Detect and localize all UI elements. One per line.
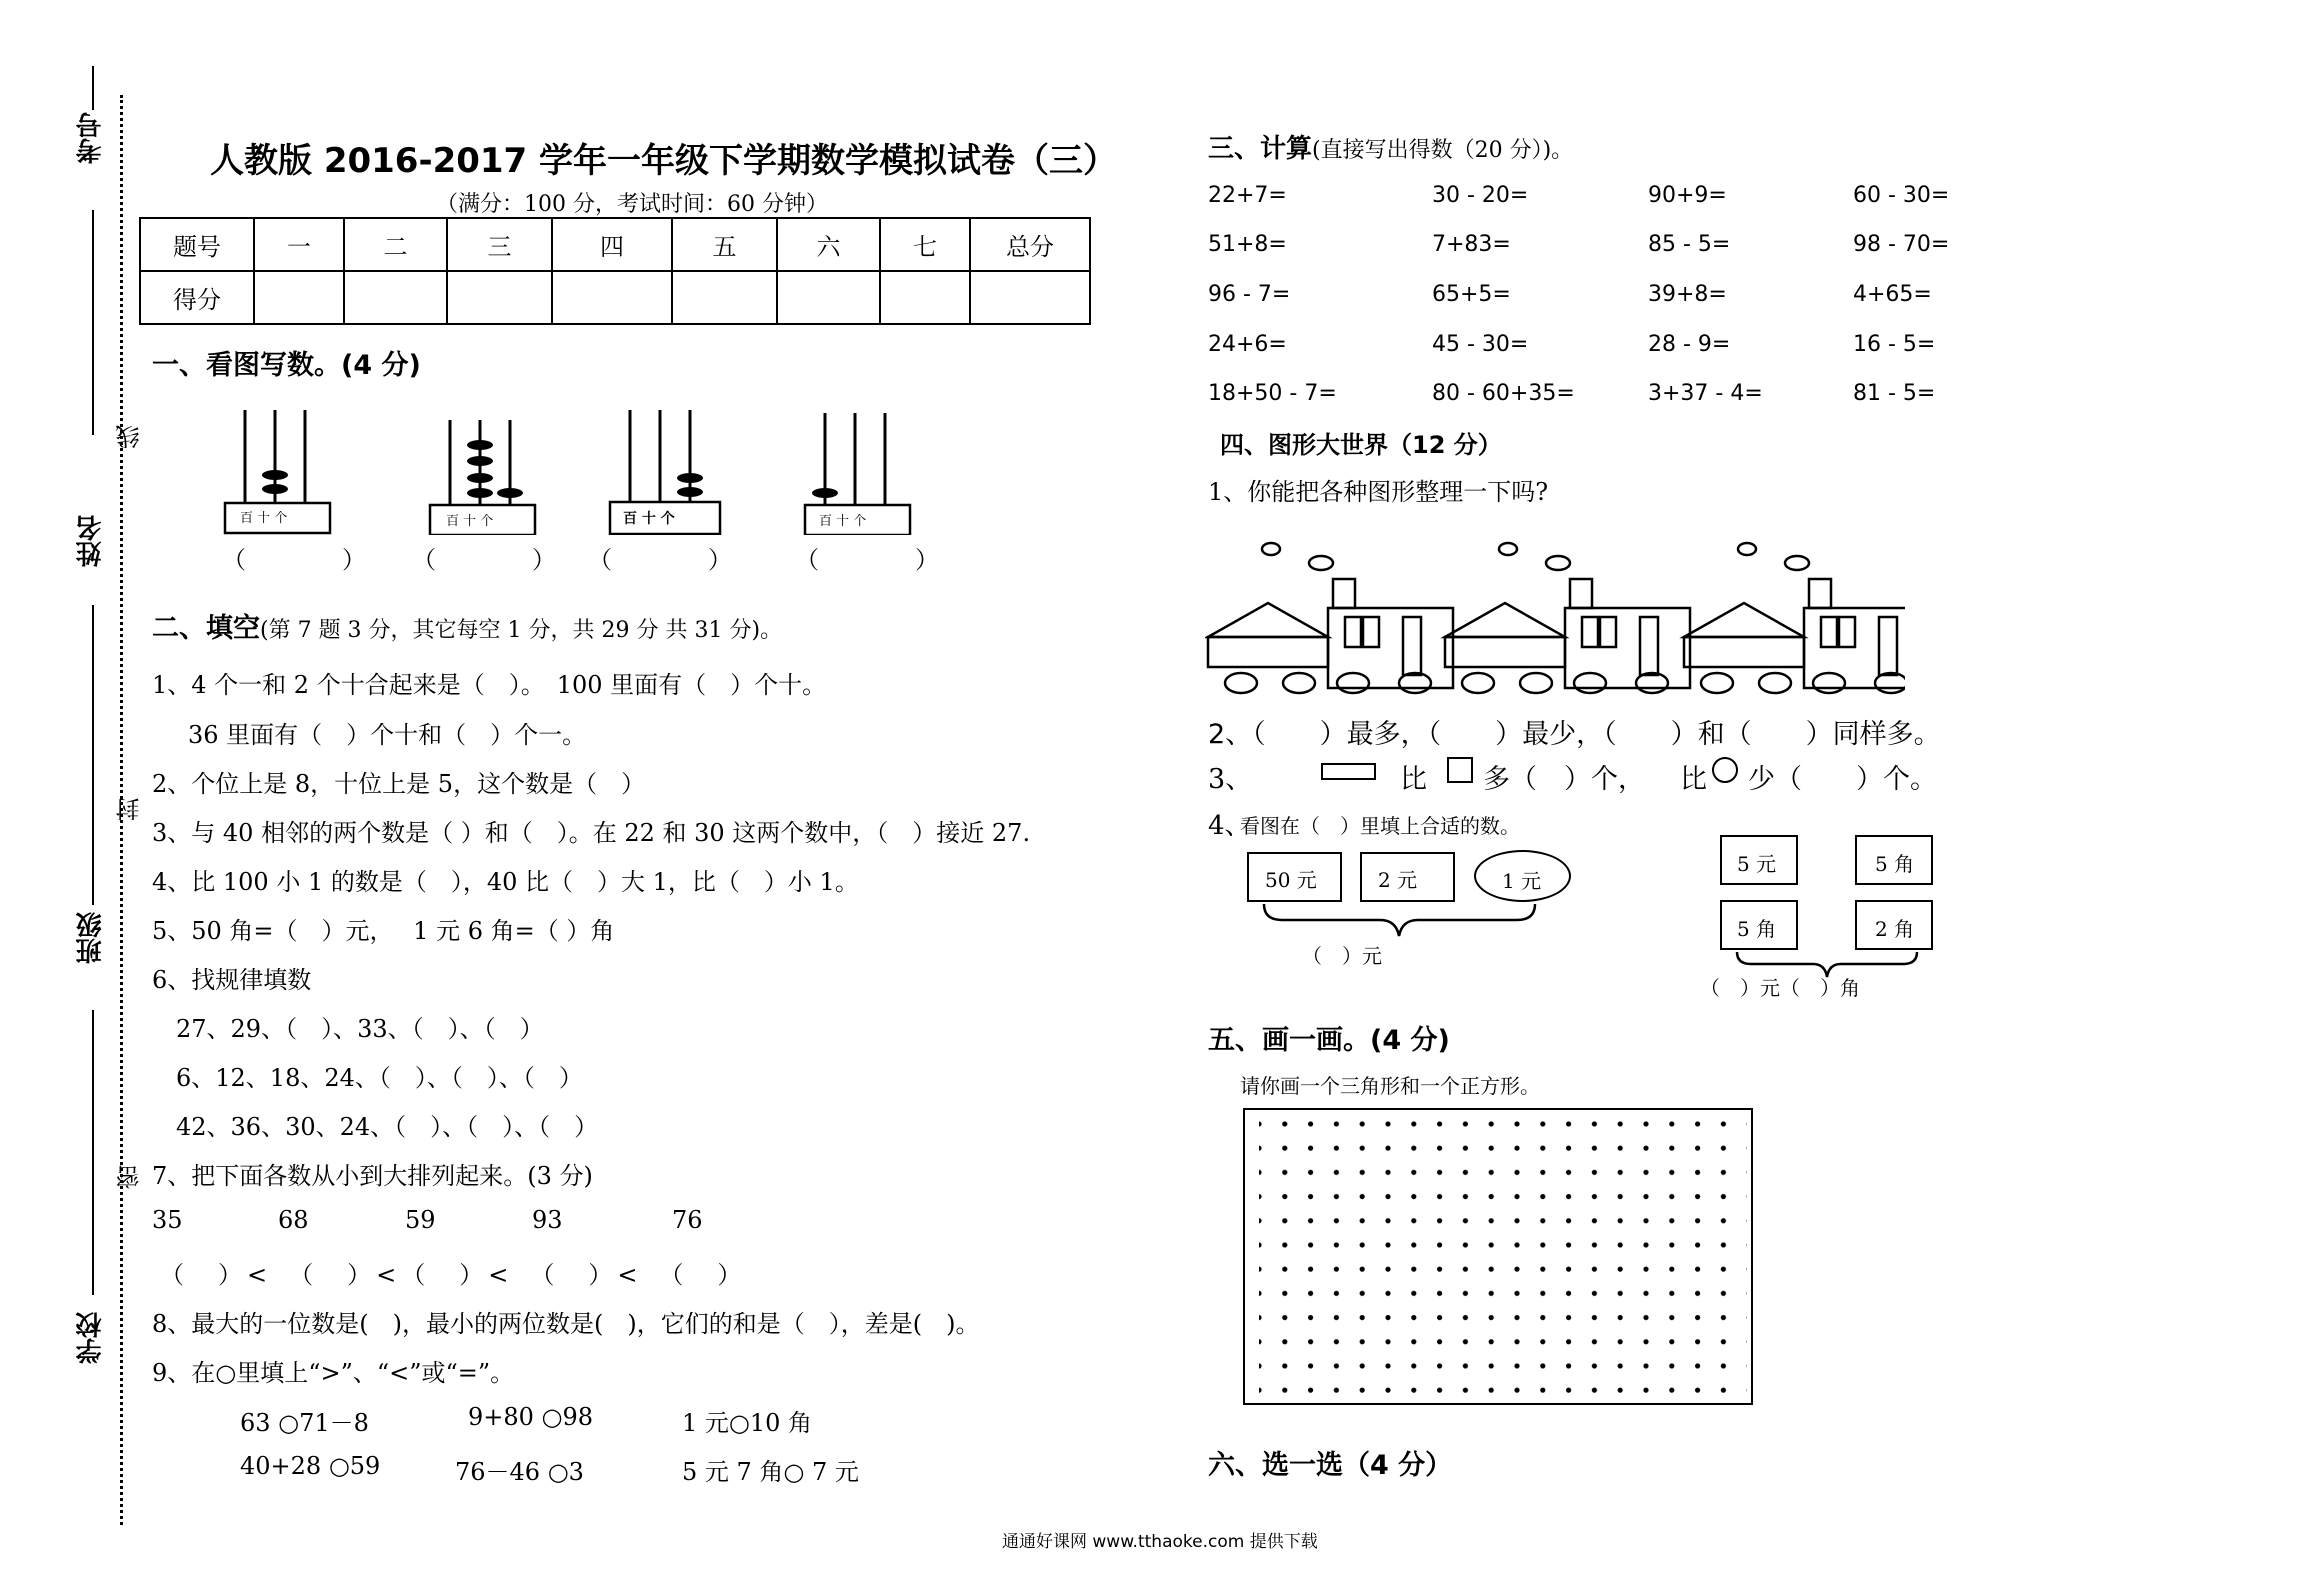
money-value: 5 角	[1875, 852, 1915, 876]
question-2-5: 5、50 角=（ ）元， 1 元 6 角=（ ）角	[152, 917, 615, 945]
binding-rule	[92, 210, 94, 435]
compare-item[interactable]: 40+28 ○59	[240, 1452, 381, 1480]
calc-problem[interactable]: 60 - 30=	[1853, 183, 1950, 208]
calc-problem[interactable]: 3+37 - 4=	[1648, 381, 1763, 406]
question-4-3-text: 比	[1400, 764, 1427, 795]
binding-rule	[92, 1010, 94, 1295]
abacus-place-label: 百 十 个	[446, 514, 494, 529]
answer-blank[interactable]: （ ）	[222, 546, 366, 574]
binding-seal-label: 封	[116, 797, 144, 821]
calc-problem[interactable]: 80 - 60+35=	[1432, 381, 1575, 406]
question-4-3-text: 少（ ）个。	[1748, 764, 1937, 795]
sort-number: 59	[405, 1206, 436, 1234]
money-value: 1 元	[1502, 869, 1542, 893]
calc-problem[interactable]: 98 - 70=	[1853, 232, 1950, 257]
question-2-9: 9、在○里填上“>”、“<”或“=”。	[152, 1359, 515, 1387]
question-4-1: 1、你能把各种图形整理一下吗?	[1208, 478, 1549, 506]
train-figure	[1208, 543, 1453, 693]
binding-rule	[92, 66, 94, 110]
score-cell[interactable]	[880, 271, 970, 324]
school-label: 学校	[76, 1312, 106, 1364]
sort-number: 93	[532, 1206, 563, 1234]
question-4-3-prefix: 3、	[1208, 764, 1253, 795]
calc-problem[interactable]: 45 - 30=	[1432, 332, 1529, 357]
calc-problem[interactable]: 65+5=	[1432, 282, 1511, 307]
score-table-header: 三	[447, 218, 552, 271]
score-table-header: 题号	[140, 218, 254, 271]
calc-problem[interactable]: 22+7=	[1208, 183, 1287, 208]
money-value: 2 角	[1875, 917, 1915, 941]
binding-secret-label: 密	[116, 1165, 144, 1189]
calc-problem[interactable]: 24+6=	[1208, 332, 1287, 357]
question-2-4: 4、比 100 小 1 的数是（ ），40 比（ ）大 1，比（ ）小 1。	[152, 868, 859, 896]
section1-title: 一、看图写数。(4 分)	[152, 350, 421, 381]
money-value: 50 元	[1265, 868, 1317, 892]
question-2-6c: 42、36、30、24、（ ）、（ ）、（ ）	[176, 1113, 599, 1141]
train-figures	[1205, 535, 1905, 695]
section4-title: 四、图形大世界（12 分）	[1220, 431, 1502, 459]
question-4-4-number: 4、	[1208, 811, 1251, 841]
score-cell[interactable]	[970, 271, 1090, 324]
page-title: 人教版 2016-2017 学年一年级下学期数学模拟试卷（三）	[210, 141, 1118, 181]
question-2-3: 3、与 40 相邻的两个数是（ ）和（ ）。在 22 和 30 这两个数中，（ ）接近 27.	[152, 819, 1031, 847]
name-label: 姓名	[76, 515, 106, 567]
score-table-header: 总分	[970, 218, 1090, 271]
page-subtitle: （满分：100 分，考试时间：60 分钟）	[436, 192, 828, 217]
section2-title-text: 二、填空	[152, 613, 260, 644]
calc-problem[interactable]: 51+8=	[1208, 232, 1287, 257]
binding-rule	[92, 605, 94, 905]
calc-problem[interactable]: 90+9=	[1648, 183, 1727, 208]
question-5: 请你画一个三角形和一个正方形。	[1240, 1074, 1540, 1098]
calc-problem[interactable]: 7+83=	[1432, 232, 1511, 257]
sort-number: 68	[278, 1206, 309, 1234]
score-table-header: 二	[344, 218, 447, 271]
score-cell[interactable]	[777, 271, 880, 324]
calc-problem[interactable]: 4+65=	[1853, 282, 1932, 307]
circle-shape-icon	[1712, 757, 1738, 783]
score-cell[interactable]	[552, 271, 672, 324]
money-answer-blank[interactable]: （ ）元	[1302, 944, 1382, 968]
dot-grid-drawing-area[interactable]	[1243, 1108, 1753, 1405]
question-2-1b: 36 里面有（ ）个十和（ ）个一。	[188, 721, 587, 749]
question-2-8: 8、最大的一位数是( )，最小的两位数是( )，它们的和是（ ），差是( )。	[152, 1310, 980, 1338]
abacus-place-label: 百 十 个	[623, 511, 675, 527]
calc-problem[interactable]: 85 - 5=	[1648, 232, 1731, 257]
score-row-label: 得分	[140, 271, 254, 324]
rectangle-shape-icon	[1321, 763, 1376, 780]
compare-item[interactable]: 9+80 ○98	[468, 1403, 594, 1431]
calc-problem[interactable]: 16 - 5=	[1853, 332, 1936, 357]
answer-blank[interactable]: （ ）	[412, 546, 556, 574]
sort-number: 35	[152, 1206, 183, 1234]
section2-title	[152, 606, 782, 645]
score-table-header: 五	[672, 218, 777, 271]
footer-text: 通通好课网 www.tthaoke.com 提供下载	[1002, 1532, 1318, 1552]
calc-problem[interactable]: 81 - 5=	[1853, 381, 1936, 406]
brace	[1262, 902, 1537, 942]
question-4-3-text: 多（ ）个，	[1483, 764, 1645, 795]
calc-problem[interactable]: 28 - 9=	[1648, 332, 1731, 357]
section5-title: 五、画一画。(4 分)	[1208, 1025, 1450, 1056]
section6-title: 六、选一选（4 分）	[1208, 1450, 1453, 1481]
calc-problem[interactable]: 30 - 20=	[1432, 183, 1529, 208]
money-answer-blank[interactable]: （ ）元（ ）角	[1700, 976, 1860, 1000]
score-cell[interactable]	[672, 271, 777, 324]
score-table-header: 四	[552, 218, 672, 271]
question-2-6: 6、找规律填数	[152, 966, 312, 994]
question-2-6b: 6、12、18、24、（ ）、（ ）、（ ）	[176, 1064, 583, 1092]
compare-item[interactable]: 63 ○71－8	[240, 1409, 369, 1437]
score-cell[interactable]	[447, 271, 552, 324]
square-shape-icon	[1447, 757, 1473, 783]
question-4-2: 2、（ ）最多，（ ）最少，（ ）和（ ）同样多。	[1208, 719, 1941, 750]
score-table-header: 七	[880, 218, 970, 271]
compare-item[interactable]: 1 元○10 角	[682, 1409, 813, 1437]
answer-blank[interactable]: （ ）	[795, 546, 939, 574]
section2-note: (第 7 题 3 分，其它每空 1 分，共 29 分 共 31 分)。	[260, 618, 783, 643]
class-label: 班级	[76, 912, 106, 964]
abacus-place-label: 百 十 个	[819, 514, 867, 529]
question-2-2: 2、个位上是 8，十位上是 5，这个数是（ ）	[152, 770, 646, 798]
score-table-header: 六	[777, 218, 880, 271]
sort-order-blanks[interactable]: （ ）< （ ）<（ ）< （ ）< （ ）	[160, 1261, 747, 1289]
score-cell[interactable]	[344, 271, 447, 324]
sort-number: 76	[672, 1206, 703, 1234]
money-value: 2 元	[1378, 868, 1418, 892]
section3-note: (直接写出得数（20 分）)。	[1312, 138, 1574, 163]
score-cell[interactable]	[254, 271, 344, 324]
score-table-header: 一	[254, 218, 344, 271]
section3-title	[1208, 128, 1573, 165]
answer-blank[interactable]: （ ）	[588, 546, 732, 574]
question-2-6a: 27、29、（ ）、33、（ ）、（ ）	[176, 1015, 544, 1043]
score-table	[139, 217, 1091, 325]
money-value: 5 元	[1737, 852, 1777, 876]
question-4-3-text: 比	[1680, 764, 1707, 795]
section3-title-text: 三、计算	[1208, 134, 1313, 164]
dot-grid	[1245, 1110, 1751, 1403]
exam-number-label: 考号	[76, 112, 106, 164]
binding-dotted-line	[120, 95, 123, 1525]
compare-item[interactable]: 76－46 ○3	[455, 1458, 584, 1486]
binding-line-label: 线	[116, 425, 144, 449]
calc-problem[interactable]: 96 - 7=	[1208, 282, 1291, 307]
question-2-1a: 1、4 个一和 2 个十合起来是（ ）。 100 里面有（ ）个十。	[152, 671, 827, 699]
calc-problem[interactable]: 39+8=	[1648, 282, 1727, 307]
question-2-7: 7、把下面各数从小到大排列起来。(3 分)	[152, 1162, 593, 1190]
compare-item[interactable]: 5 元 7 角○ 7 元	[682, 1458, 859, 1486]
money-value: 5 角	[1737, 917, 1777, 941]
question-4-4: 看图在（ ）里填上合适的数。	[1240, 814, 1520, 838]
abacus-place-label: 百 十 个	[240, 511, 288, 526]
calc-problem[interactable]: 18+50 - 7=	[1208, 381, 1337, 406]
